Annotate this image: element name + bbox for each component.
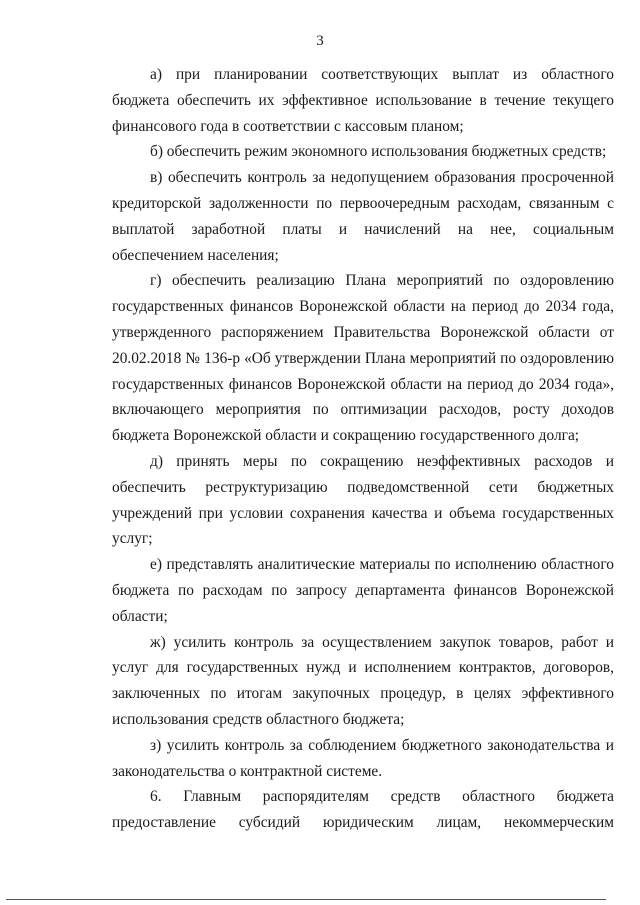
paragraph-z: з) усилить контроль за соблюдением бюджетного законодательства и законодательства о контрактной системе.: [112, 736, 614, 780]
paragraph-v: в) обеспечить контроль за недопущением образования просроченной кредиторской задолженности по первоочередным расходам, связанным с выплатой заработной платы и начислений на нее, социальным обеспечением населения;: [112, 169, 614, 264]
page-number: 3: [316, 33, 324, 49]
paragraph-6: 6. Главным распорядителям средств областного бюджета предоставление субсидий юридическим лицам, некоммерческим: [112, 788, 614, 832]
paragraph-e: е) представлять аналитические материалы по исполнению областного бюджета по расходам по запросу департамента финансов Воронежской области;: [112, 556, 614, 625]
paragraph-b: б) обеспечить режим экономного использования бюджетных средств;: [150, 143, 607, 161]
paragraph-a: а) при планировании соответствующих выплат из областного бюджета обеспечить их эффективное использование в течение текущего финансового года в соответствии с кассовым планом;: [112, 66, 614, 135]
page-bottom-rule: [6, 899, 606, 900]
document-body: [112, 62, 614, 836]
paragraph-g: г) обеспечить реализацию Плана мероприятий по оздоровлению государственных финансов Воронежской области на период до 2034 года, утвержденного распоряжением Правительства Воронежской области от 20.02.2018 № 136-р «Об утверждении Плана мероприятий по оздоровлению государственных финансов Воронежской области на период до 2034 года», включающего мероприятия по оптимизации расходов, росту доходов бюджета Воронежской области и сокращению государственного долга;: [112, 272, 614, 445]
paragraph-zh: ж) усилить контроль за осуществлением закупок товаров, работ и услуг для государственных нужд и исполнением контрактов, договоров, заключенных по итогам закупочных процедур, в целях эффективного использования средств областного бюджета;: [112, 633, 614, 728]
paragraph-d: д) принять меры по сокращению неэффективных расходов и обеспечить реструктуризацию подведомственной сети бюджетных учреждений при условии сохранения качества и объема государственных услуг;: [112, 452, 614, 548]
